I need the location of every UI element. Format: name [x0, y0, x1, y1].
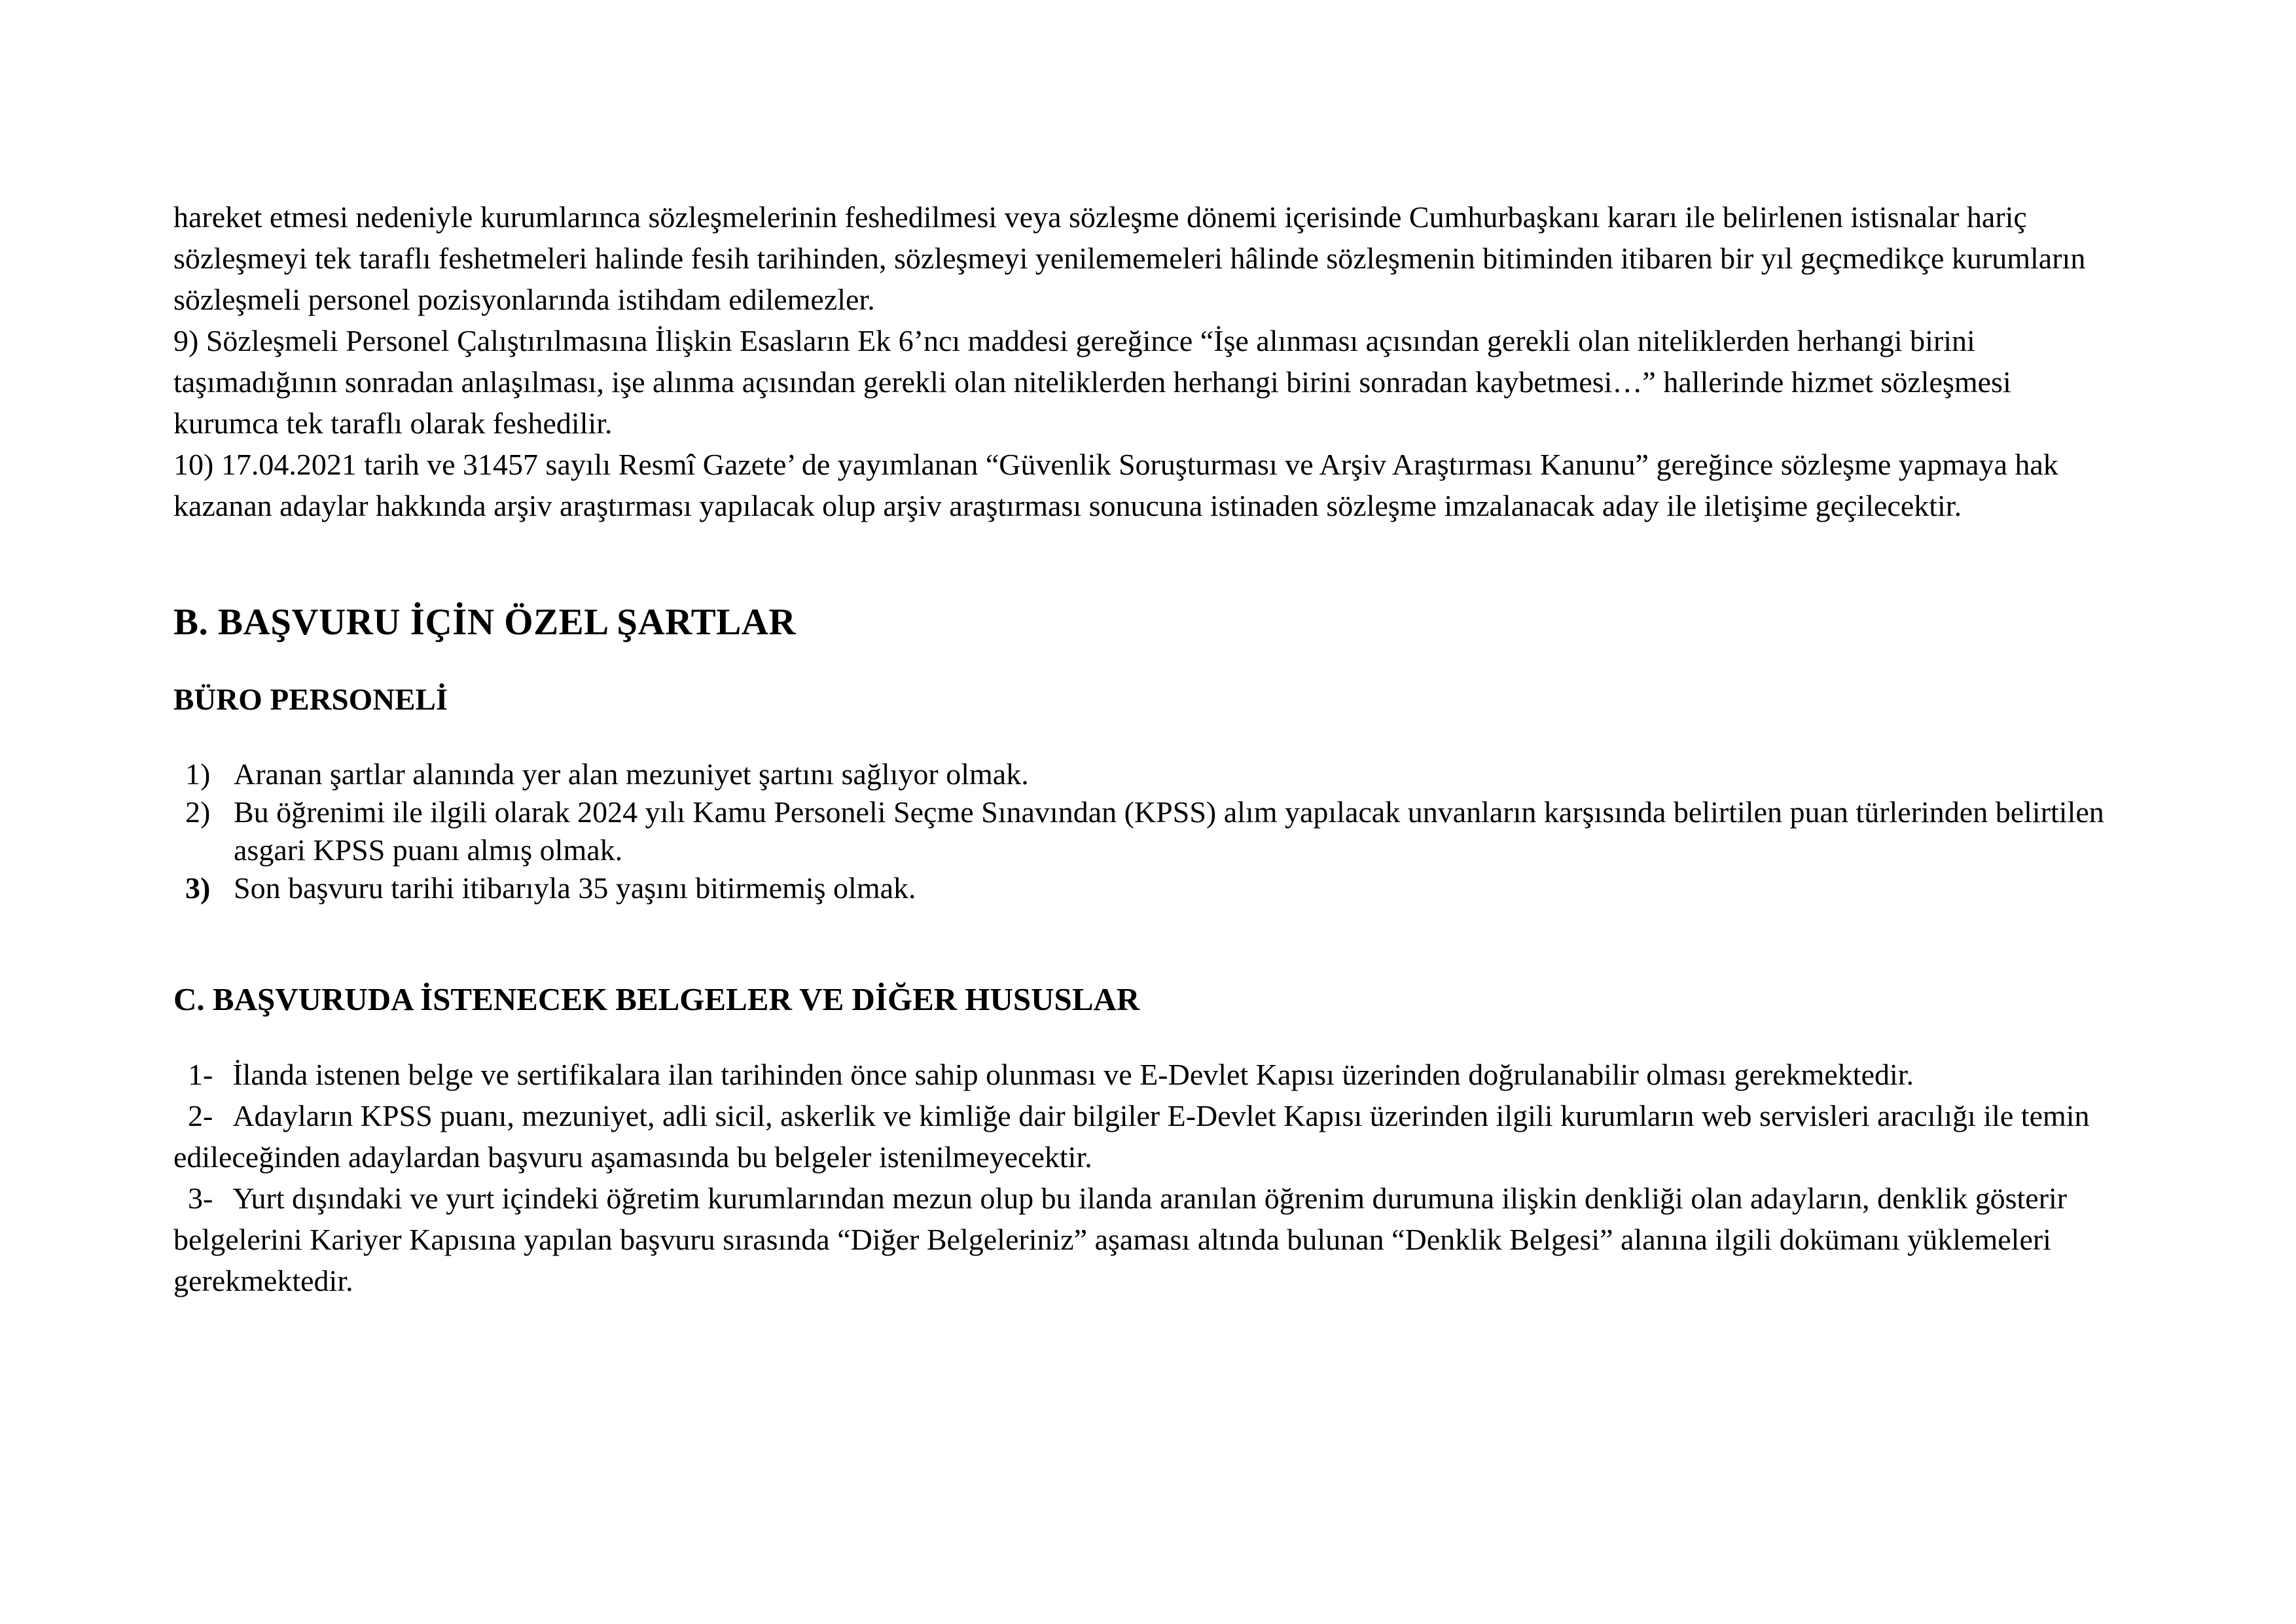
intro-paragraphs	[173, 196, 2123, 526]
list-item-number: 1)	[185, 757, 211, 791]
list-item-number: 3-	[188, 1182, 213, 1215]
section-b-list	[173, 755, 2123, 907]
list-item-text: Bu öğrenimi ile ilgili olarak 2024 yılı Kamu Personeli Seçme Sınavından (KPSS) alım yapılacak unvanların karşısında belirtilen puan türlerinden belirtilen asgari KPSS puanı almış olmak.	[234, 795, 2104, 867]
list-item-number: 1-	[188, 1058, 213, 1091]
list-item	[173, 1095, 2123, 1178]
clause-10-paragraph: 10) 17.04.2021 tarih ve 31457 sayılı Resmî Gazete’ de yayımlanan “Güvenlik Soruşturması ve Arşiv Araştırması Kanunu” gereğince sözleşme yapmaya hak kazanan adaylar hakkında arşiv araştırması yapılacak olup arşiv araştırması sonucuna istinaden sözleşme imzalanacak aday ile iletişime geçilecektir.	[173, 448, 2058, 522]
section-c-list	[173, 1054, 2123, 1301]
list-item	[173, 1178, 2123, 1301]
list-item-number: 2-	[188, 1099, 213, 1132]
list-item	[185, 755, 2123, 793]
list-item-number: 2)	[185, 795, 211, 829]
list-item	[173, 1054, 2123, 1095]
list-item-text: Adayların KPSS puanı, mezuniyet, adli sicil, askerlik ve kimliğe dair bilgiler E-Devlet Kapısı üzerinden ilgili kurumların web servisleri aracılığı ile temin edileceğinden adaylardan başvuru aşamasında bu belgeler istenilmeyecektir.	[173, 1099, 2090, 1174]
list-item	[185, 869, 2123, 907]
list-item-number: 3)	[185, 871, 211, 905]
clause-9-paragraph: 9) Sözleşmeli Personel Çalıştırılmasına İlişkin Esasların Ek 6’ncı maddesi gereğince “İşe alınması açısından gerekli olan niteliklerden herhangi birini taşımadığının sonradan anlaşılması, işe alınma açısından gerekli olan niteliklerden herhangi birini sonradan kaybetmesi…” hallerinde hizmet sözleşmesi kurumca tek taraflı olarak feshedilir.	[173, 324, 2011, 440]
list-item	[185, 793, 2123, 869]
section-b-subheading: BÜRO PERSONELİ	[173, 683, 448, 717]
list-item-text: Yurt dışındaki ve yurt içindeki öğretim kurumlarından mezun olup bu ilanda aranılan öğrenim durumuna ilişkin denkliği olan adayların, denklik gösterir belgelerini Kariyer Kapısına yapılan başvuru sırasında “Diğer Belgeleriniz” aşaması altında bulunan “Denklik Belgesi” alanına ilgili dokümanı yüklemeleri gerekmektedir.	[173, 1182, 2068, 1297]
list-item-text: Son başvuru tarihi itibarıyla 35 yaşını bitirmemiş olmak.	[234, 871, 916, 905]
intro-paragraph-continuation: hareket etmesi nedeniyle kurumlarınca sözleşmelerinin feshedilmesi veya sözleşme dönemi içerisinde Cumhurbaşkanı kararı ile belirlenen istisnalar hariç sözleşmeyi tek taraflı feshetmeleri halinde fesih tarihinden, sözleşmeyi yenilememeleri hâlinde sözleşmenin bitiminden itibaren bir yıl geçmedikçe kurumların sözleşmeli personel pozisyonlarında istihdam edilemezler.	[173, 200, 2086, 316]
list-item-text: İlanda istenen belge ve sertifikalara ilan tarihinden önce sahip olunması ve E-Devlet Kapısı üzerinden doğrulanabilir olması gerekmektedir.	[232, 1058, 1914, 1091]
list-item-text: Aranan şartlar alanında yer alan mezuniyet şartını sağlıyor olmak.	[234, 757, 1029, 791]
section-b-heading: B. BAŞVURU İÇİN ÖZEL ŞARTLAR	[173, 602, 797, 643]
section-c-heading: C. BAŞVURUDA İSTENECEK BELGELER VE DİĞER HUSUSLAR	[173, 981, 1140, 1017]
